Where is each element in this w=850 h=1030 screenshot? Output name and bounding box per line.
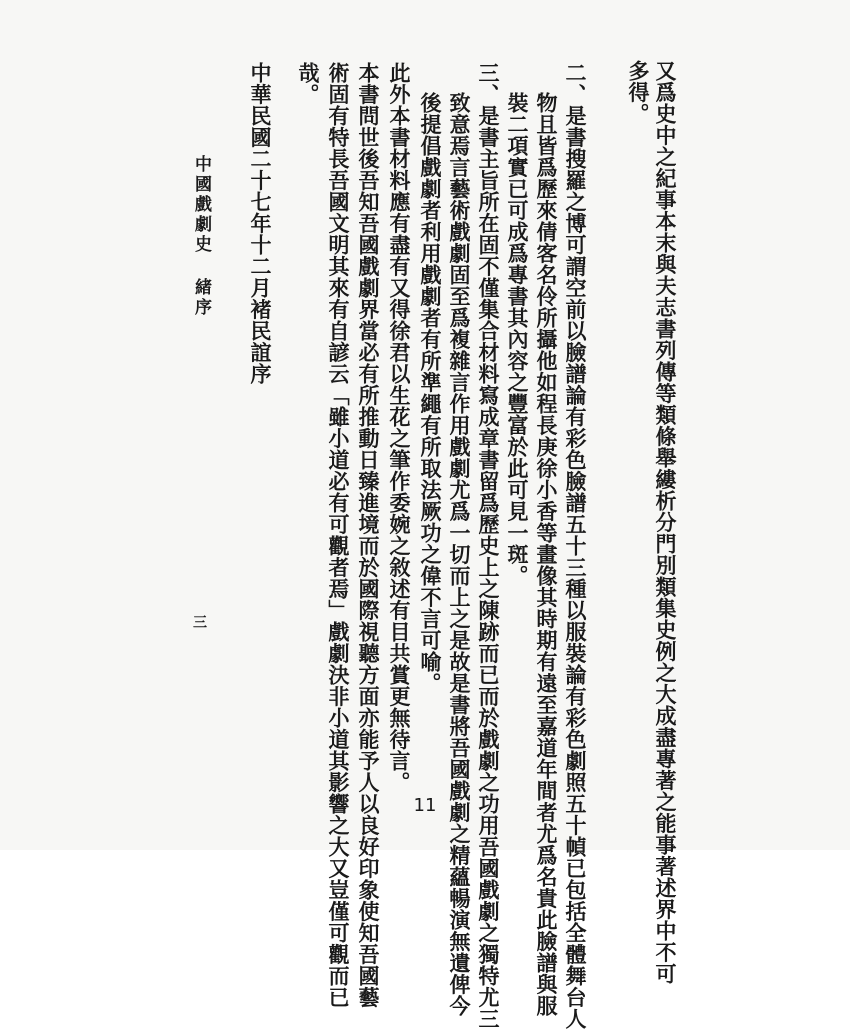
text-column-1: 又爲史中之紀事本末與夫志書列傳等類條舉縷析分門別類集史例之大成盡專著之能事著述界中不可: [653, 60, 678, 985]
text-column-7: 致意焉言藝術戲劇固至爲複雜言作用戲劇尤爲一切而上之是故是書將吾國戲劇之精蘊暢演無遺俾今: [447, 92, 472, 1017]
text-column-3: 二、是書搜羅之博可謂空前以臉譜論有彩色臉譜五十三種以服裝論有彩色劇照五十幀已包括全體舞台人: [563, 62, 588, 1030]
text-column-5: 裝二項實已可成爲專書其內容之豐富於此可見一斑。: [505, 92, 530, 587]
text-column-10: 本書問世後吾知吾國戲劇界當必有所推動日臻進境而於國際視聽方面亦能予人以良好印象使知吾國藝: [356, 62, 381, 1008]
running-title: 中國戲劇史 緒序: [191, 155, 211, 318]
date-signature-line: 中華民國二十七年十二月褚民誼序: [248, 62, 273, 385]
text-column-2: 多得。: [626, 60, 651, 125]
folio-number: 三: [193, 615, 207, 631]
text-column-6: 三、是書主旨所在固不僅集合材料寫成章書留爲歷史上之陳跡而已而於戲劇之功用吾國戲劇之獨特尤三: [476, 62, 501, 1030]
text-column-12: 哉。: [296, 62, 321, 105]
page-number: 11: [413, 795, 437, 816]
text-column-4: 物且皆爲歷來倩客名伶所攝他如程長庚徐小香等畫像其時期有遠至嘉道年間者尤爲名貴此臉譜與服: [534, 92, 559, 1017]
text-column-8: 後提倡戲劇者利用戲劇者有所準繩有所取法厥功之偉不言可喻。: [418, 92, 443, 694]
text-column-11: 術固有特長吾國文明其來有自諺云「雖小道必有可觀者焉」戲劇決非小道其影響之大又豈僅可觀而已: [326, 62, 351, 1008]
text-column-9: 此外本書材料應有盡有又得徐君以生花之筆作委婉之敘述有目共賞更無待言。: [387, 62, 412, 793]
